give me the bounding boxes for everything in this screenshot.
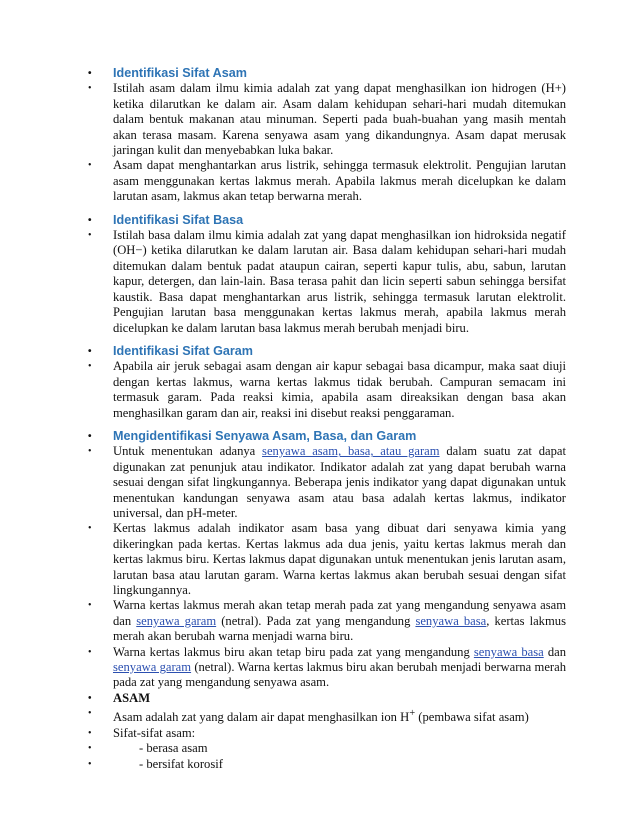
sifat-asam-item: • - bersifat korosif — [88, 756, 223, 771]
bullet-icon: • — [88, 345, 92, 357]
paragraph-asam-2: • Asam dapat menghantarkan arus listrik, sehingga termasuk elektrolit. Pengujian larutan asam menggunakan kertas lakmus merah. Apabila lakmus merah dicelupkan ke dalam larutan asam, lakmus akan tetap berwarna merah. — [88, 158, 566, 204]
bullet-icon: • — [88, 446, 92, 458]
paragraph-garam-1: • Apabila air jeruk sebagai asam dengan air kapur sebagai basa dicampur, maka saat diuji dengan kertas lakmus, warna kertas lakmus tidak berubah. Campuran semacam ini termasuk garam. Pada reaksi kimia, apabila asam direaksikan dengan basa akan menghasilkan garam dan air, reaksi ini disebut reaksi penggaraman. — [88, 359, 566, 420]
bullet-icon: • — [88, 646, 92, 658]
paragraph-indikator: • Untuk menentukan adanya senyawa asam, basa, atau garam dalam suatu zat dapat digunakan zat penunjuk atau indikator. Indikator adalah zat yang dapat berubah warna sesuai dengan sifat lingkungannya. Beberapa jenis indikator yang dapat digunakan untuk menentukan kandungan senyawa asam atau basa adalah kertas lakmus, indikator universal, dan pH-meter. — [88, 444, 566, 520]
link-senyawa-garam[interactable]: senyawa garam — [136, 613, 217, 628]
bullet-icon: • — [88, 708, 92, 720]
bullet-icon: • — [88, 523, 92, 535]
link-senyawa-basa[interactable]: senyawa basa — [473, 644, 544, 659]
bullet-icon: • — [88, 758, 92, 770]
link-senyawa-garam[interactable]: senyawa garam — [113, 660, 192, 675]
paragraph-basa-1: • Istilah basa dalam ilmu kimia adalah zat yang dapat menghasilkan ion hidroksida negatif (OH−) ketika dilarutkan ke dalam larutan air. Basa dalam kehidupan sehari-hari mudah ditemukan dalam bentuk padat ataupun cairan, seperti kapur tulis, abu, sabun, larutan kapur, detergen, dan lain-lain. Basa terasa pahit dan licin seperti sabun sehingga bersifat kaustik. Basa dapat menghantarkan arus listrik, sehingga termasuk larutan elektrolit. Pengujian larutan basa menggunakan kertas lakmus merah, apabila lakmus merah dicelupkan ke dalam larutan basa lakmus merah berubah menjadi biru. — [88, 228, 566, 335]
heading-sifat-asam: • Identifikasi Sifat Asam — [88, 66, 247, 80]
paragraph-lakmus-merah: • Warna kertas lakmus merah akan tetap merah pada zat yang mengandung senyawa asam dan senyawa garam (netral). Pada zat yang mengandung senyawa basa, kertas lakmus merah akan berubah warna menjadi warna biru. — [88, 598, 566, 644]
bullet-icon: • — [88, 160, 92, 172]
link-senyawa-basa[interactable]: senyawa basa — [415, 613, 487, 628]
bullet-icon: • — [88, 743, 92, 755]
bullet-icon: • — [88, 83, 92, 95]
heading-sifat-basa: • Identifikasi Sifat Basa — [88, 212, 244, 227]
bullet-icon: • — [88, 68, 92, 79]
paragraph-kertas-lakmus: • Kertas lakmus adalah indikator asam basa yang dibuat dari senyawa kimia yang dikeringkan pada kertas. Kertas lakmus ada dua jenis, yaitu kertas lakmus merah dan kertas lakmus biru. Kertas lakmus dapat digunakan untuk menentukan jenis larutan asam, larutan basa atau larutan garam. Warna kertas lakmus akan berubah sesuai dengan sifat lingkungannya. — [88, 521, 566, 597]
link-senyawa-asam-basa-garam[interactable]: senyawa asam, basa, atau garam — [262, 444, 440, 459]
heading-identifikasi-senyawa: • Mengidentifikasi Senyawa Asam, Basa, dan Garam — [88, 428, 417, 443]
paragraph-lakmus-biru: • Warna kertas lakmus biru akan tetap biru pada zat yang mengandung senyawa basa dan senyawa garam (netral). Warna kertas lakmus biru akan berubah menjadi berwarna merah pada zat yang mengandung senyawa asam. — [88, 644, 566, 690]
paragraph-asam-definisi: • Asam adalah zat yang dalam air dapat menghasilkan ion H+ (pembawa sifat asam) — [88, 708, 529, 725]
sifat-asam-label: • Sifat-sifat asam: — [88, 725, 196, 740]
document-list — [88, 66, 566, 772]
bullet-icon: • — [88, 230, 92, 242]
paragraph-asam-1: • Istilah asam dalam ilmu kimia adalah zat yang dapat menghasilkan ion hidrogen (H+) ketika dilarutkan ke dalam air. Asam dalam kehidupan sehari-hari mudah ditemukan dalam bentuk makanan atau minuman. Seperti pada buah-buahan yang masih mentah akan terasa masam. Karena senyawa asam yang dikandungnya. Asam dapat merusak jaringan kulit dan menyebabkan luka bakar. — [88, 81, 566, 158]
bullet-icon: • — [88, 430, 92, 442]
bullet-icon: • — [88, 214, 92, 226]
heading-sifat-garam: • Identifikasi Sifat Garam — [88, 343, 253, 358]
bullet-icon: • — [88, 600, 92, 612]
bullet-icon: • — [88, 361, 92, 373]
bullet-icon: • — [88, 727, 92, 739]
sifat-asam-item: • - berasa asam — [88, 741, 208, 756]
bullet-icon: • — [88, 692, 92, 704]
heading-asam: • ASAM — [88, 690, 151, 705]
